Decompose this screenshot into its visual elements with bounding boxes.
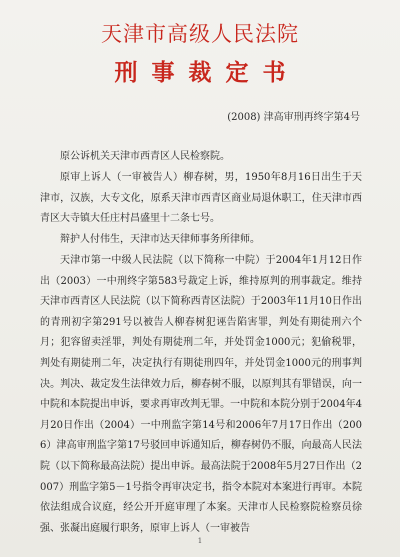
paragraph-case-history: 天津市第一中级人民法院（以下简称一中院）于2004年1月12日作出（2003）一中刑终字第583号裁定上诉，维持原判的刑事裁定。维持天津市西青区人民法院（以下简称西青区法院）于2003年11月10日作出的青刑初字第291号以被告人柳春树犯诬告陷害罪，判处有期徒刑六个月；犯容留卖淫罪，判处有期徒刑二年，并处罚金1000元；犯偷税罪，判处有期徒刑二年，决定执行有期徒刑四年，并处罚金1000元的刑事判决。判决、裁定发生法律效力后，柳春树不服，以原判其有罪错误，向一中院和本院提出申诉，要求再审改判无罪。一中院和本院分别于2004年4月20日作出（2004）一中刑监字第14号和2006年7月17日作出（2006）津高审刑监字第17号驳回申诉通知后，柳春树仍不服，向最高人民法院（以下简称最高法院）提出申诉。最高法院于2008年5月27日作出（2007）刑监字第5－1号指令再审决定书，指令本院对本案进行再审。本院依法组成合议庭，经公开开庭审理了本案。天津市人民检察院检察员徐强、张凝出庭履行职务，原审上诉人（一审被告 — [40, 255, 362, 534]
paragraph-prosecutor: 原公诉机关天津市西青区人民检察院。 — [60, 151, 230, 162]
case-number: (2008) 津高审刑再终字第4号 — [227, 112, 360, 123]
court-name: 天津市高级人民法院 — [101, 22, 299, 46]
paragraph-defense-counsel: 辩护人付伟生，天津市达天律师事务所律师。 — [60, 234, 260, 245]
page-number: 1 — [197, 537, 203, 545]
paragraph-appellant: 原审上诉人（一审被告人）柳春树，男，1950年8月16日出生于天津市，汉族，大专文化，原系天津市西青区商业局退休职工，住天津市西青区大寺镇大任庄村昌盛里十二条七号。 — [40, 172, 362, 225]
document-title: 刑事裁定书 — [114, 59, 300, 86]
